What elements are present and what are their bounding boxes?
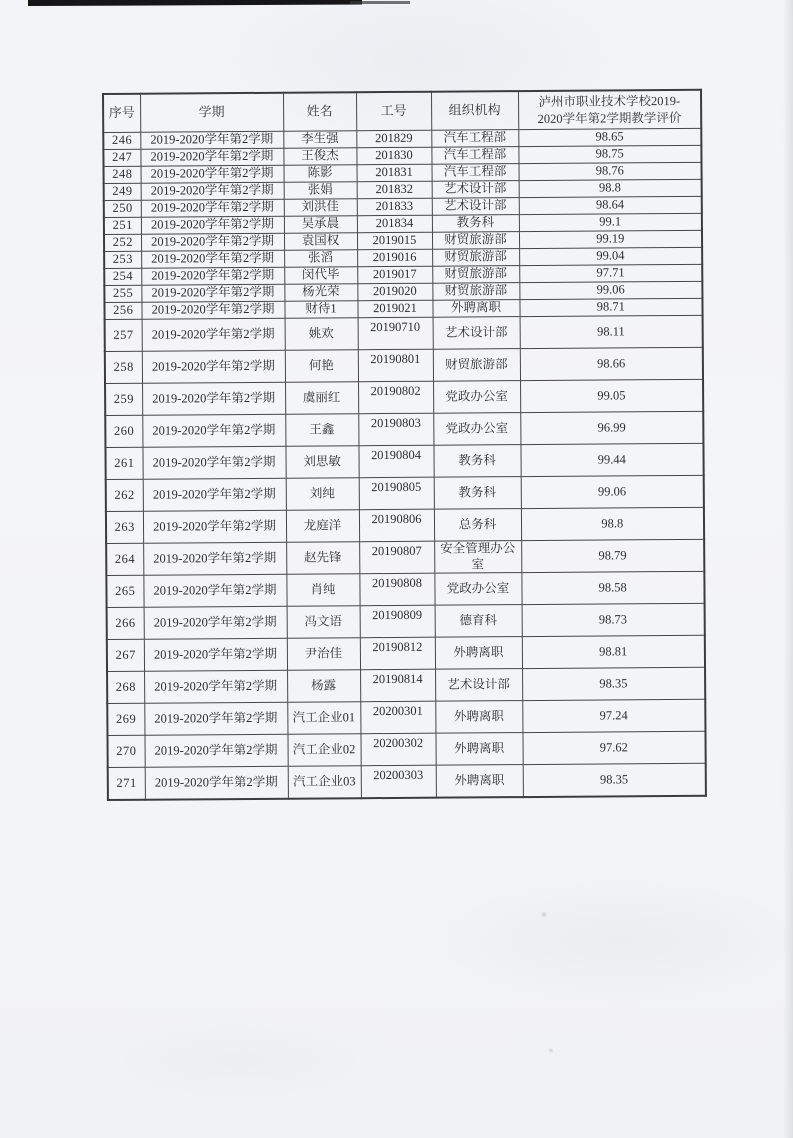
table-body xyxy=(103,128,706,800)
header-row xyxy=(103,90,701,133)
score-cell: 99.06 xyxy=(519,281,702,299)
evaluation-table xyxy=(102,89,707,801)
employee-id-cell: 2019016 xyxy=(357,249,432,267)
row-index-cell: 264 xyxy=(106,543,143,576)
employee-id-cell: 20190808 xyxy=(359,573,434,606)
table-row xyxy=(105,315,703,351)
name-cell: 虞丽红 xyxy=(285,382,358,415)
name-cell: 刘思敏 xyxy=(285,446,358,479)
name-cell: 袁国权 xyxy=(284,233,357,251)
name-cell: 闵代毕 xyxy=(284,267,357,285)
table-row xyxy=(108,764,706,801)
row-index-cell: 259 xyxy=(105,383,142,415)
employee-id-cell: 2019021 xyxy=(357,300,432,318)
scan-artifact-streak xyxy=(350,1,410,4)
row-index-cell: 265 xyxy=(106,575,143,607)
semester-cell: 2019-2020学年第2学期 xyxy=(143,542,286,575)
organization-cell: 安全管理办公室 xyxy=(434,541,521,574)
evaluation-header-line2: 2020学年第2学期教学评价 xyxy=(537,110,682,126)
col-header-semester: 学期 xyxy=(140,93,283,132)
employee-id-cell: 20190710 xyxy=(358,317,433,350)
table-row xyxy=(105,443,703,479)
organization-cell: 艺术设计部 xyxy=(432,181,519,199)
row-index-cell: 270 xyxy=(107,735,144,767)
semester-cell: 2019-2020学年第2学期 xyxy=(141,284,284,302)
name-cell: 王鑫 xyxy=(285,414,358,447)
table-row xyxy=(107,604,705,640)
score-cell: 98.73 xyxy=(522,604,705,637)
organization-cell: 财贸旅游部 xyxy=(432,266,519,284)
row-index-cell: 256 xyxy=(104,302,141,319)
name-cell: 汽工企业02 xyxy=(287,734,360,767)
semester-cell: 2019-2020学年第2学期 xyxy=(145,766,288,799)
table-row xyxy=(106,475,704,511)
employee-id-cell: 201830 xyxy=(356,147,431,165)
col-header-index: 序号 xyxy=(103,94,140,133)
semester-cell: 2019-2020学年第2学期 xyxy=(144,606,287,639)
score-cell: 98.71 xyxy=(519,298,702,316)
row-index-cell: 255 xyxy=(104,285,141,302)
score-cell: 99.44 xyxy=(520,443,703,476)
score-cell: 99.1 xyxy=(519,213,702,231)
row-index-cell: 249 xyxy=(104,183,141,200)
row-index-cell: 251 xyxy=(104,217,141,234)
semester-cell: 2019-2020学年第2学期 xyxy=(142,382,285,415)
name-cell: 肖纯 xyxy=(286,574,359,607)
employee-id-cell: 20190814 xyxy=(360,669,435,702)
row-index-cell: 248 xyxy=(104,166,141,183)
name-cell: 刘纯 xyxy=(286,478,359,511)
semester-cell: 2019-2020学年第2学期 xyxy=(142,318,285,351)
row-index-cell: 253 xyxy=(104,251,141,268)
score-cell: 98.35 xyxy=(522,668,705,701)
name-cell: 财待1 xyxy=(284,301,357,319)
row-index-cell: 254 xyxy=(104,268,141,285)
row-index-cell: 267 xyxy=(107,639,144,671)
row-index-cell: 246 xyxy=(103,132,140,149)
name-cell: 龙庭洋 xyxy=(286,510,359,543)
semester-cell: 2019-2020学年第2学期 xyxy=(142,350,285,383)
scan-speck xyxy=(540,912,548,917)
employee-id-cell: 20190806 xyxy=(359,509,434,542)
name-cell: 张滔 xyxy=(284,250,357,268)
semester-cell: 2019-2020学年第2学期 xyxy=(144,638,287,671)
row-index-cell: 258 xyxy=(105,351,142,383)
semester-cell: 2019-2020学年第2学期 xyxy=(141,165,284,183)
employee-id-cell: 20200301 xyxy=(360,701,435,734)
name-cell: 杨光荣 xyxy=(284,284,357,302)
score-cell: 98.79 xyxy=(521,539,704,573)
organization-cell: 教务科 xyxy=(433,445,520,478)
employee-id-cell: 20190809 xyxy=(360,605,435,638)
employee-id-cell: 20200303 xyxy=(361,765,436,798)
score-cell: 98.8 xyxy=(521,507,704,540)
score-cell: 97.62 xyxy=(522,732,705,765)
semester-cell: 2019-2020学年第2学期 xyxy=(144,702,287,735)
organization-cell: 财贸旅游部 xyxy=(433,349,520,382)
name-cell: 陈影 xyxy=(284,165,357,183)
name-cell: 刘洪佳 xyxy=(284,199,357,217)
score-cell: 98.35 xyxy=(523,764,706,798)
row-index-cell: 261 xyxy=(105,447,142,479)
employee-id-cell: 2019020 xyxy=(357,283,432,301)
score-cell: 97.24 xyxy=(522,700,705,733)
score-cell: 98.11 xyxy=(520,315,703,348)
table-row xyxy=(107,700,705,736)
scan-speck xyxy=(548,1048,554,1053)
col-header-organization: 组织机构 xyxy=(431,91,518,130)
name-cell: 吴承晨 xyxy=(284,216,357,234)
score-cell: 98.81 xyxy=(522,636,705,669)
employee-id-cell: 20190804 xyxy=(358,445,433,478)
employee-id-cell: 201834 xyxy=(357,215,432,233)
table-row xyxy=(105,411,703,447)
organization-cell: 党政办公室 xyxy=(433,381,520,414)
organization-cell: 艺术设计部 xyxy=(435,669,522,702)
organization-cell: 艺术设计部 xyxy=(432,198,519,216)
score-cell: 98.64 xyxy=(519,196,702,214)
score-cell: 96.99 xyxy=(520,411,703,444)
organization-cell: 教务科 xyxy=(432,215,519,233)
semester-cell: 2019-2020学年第2学期 xyxy=(142,414,285,447)
row-index-cell: 271 xyxy=(108,767,145,800)
row-index-cell: 269 xyxy=(107,703,144,735)
table-row xyxy=(107,636,705,672)
score-cell: 97.71 xyxy=(519,264,702,282)
employee-id-cell: 201833 xyxy=(357,198,432,216)
semester-cell: 2019-2020学年第2学期 xyxy=(141,267,284,285)
employee-id-cell: 20190805 xyxy=(359,477,434,510)
score-cell: 99.05 xyxy=(520,379,703,412)
organization-cell: 德育科 xyxy=(435,605,522,638)
organization-cell: 外聘离职 xyxy=(435,701,522,734)
name-cell: 汽工企业01 xyxy=(287,702,360,735)
row-index-cell: 266 xyxy=(107,607,144,639)
semester-cell: 2019-2020学年第2学期 xyxy=(142,446,285,479)
organization-cell: 外聘离职 xyxy=(436,765,523,798)
row-index-cell: 262 xyxy=(106,479,143,511)
employee-id-cell: 20190802 xyxy=(358,381,433,414)
name-cell: 张娟 xyxy=(284,182,357,200)
semester-cell: 2019-2020学年第2学期 xyxy=(144,670,287,703)
employee-id-cell: 2019017 xyxy=(357,266,432,284)
semester-cell: 2019-2020学年第2学期 xyxy=(141,250,284,268)
organization-cell: 总务科 xyxy=(434,509,521,542)
score-cell: 99.19 xyxy=(519,230,702,248)
row-index-cell: 268 xyxy=(107,671,144,703)
row-index-cell: 250 xyxy=(104,200,141,217)
organization-cell: 外聘离职 xyxy=(435,733,522,766)
semester-cell: 2019-2020学年第2学期 xyxy=(141,301,284,319)
semester-cell: 2019-2020学年第2学期 xyxy=(141,182,284,200)
organization-cell: 汽车工程部 xyxy=(431,130,518,148)
name-cell: 何艳 xyxy=(285,350,358,383)
semester-cell: 2019-2020学年第2学期 xyxy=(140,148,283,166)
organization-cell: 党政办公室 xyxy=(433,413,520,446)
semester-cell: 2019-2020学年第2学期 xyxy=(143,574,286,607)
table-row xyxy=(106,507,704,543)
organization-cell: 教务科 xyxy=(434,477,521,510)
name-cell: 尹治佳 xyxy=(287,638,360,671)
semester-cell: 2019-2020学年第2学期 xyxy=(143,510,286,543)
row-index-cell: 260 xyxy=(105,415,142,447)
organization-cell: 财贸旅游部 xyxy=(432,283,519,301)
organization-cell: 汽车工程部 xyxy=(431,147,518,165)
organization-cell: 党政办公室 xyxy=(434,573,521,606)
name-cell: 冯文语 xyxy=(287,606,360,639)
table-row xyxy=(105,379,703,415)
table-row xyxy=(107,732,705,768)
organization-cell: 财贸旅游部 xyxy=(432,232,519,250)
score-cell: 99.06 xyxy=(521,475,704,508)
score-cell: 98.58 xyxy=(521,572,704,605)
organization-cell: 外聘离职 xyxy=(435,637,522,670)
col-header-evaluation xyxy=(518,90,701,130)
employee-id-cell: 20190807 xyxy=(359,541,434,574)
scan-artifact-bar xyxy=(28,0,362,6)
col-header-employee-id: 工号 xyxy=(356,92,431,131)
name-cell: 汽工企业03 xyxy=(288,766,361,799)
semester-cell: 2019-2020学年第2学期 xyxy=(141,233,284,251)
employee-id-cell: 20190801 xyxy=(358,349,433,382)
name-cell: 王俊杰 xyxy=(283,148,356,166)
score-cell: 99.04 xyxy=(519,247,702,265)
row-index-cell: 257 xyxy=(105,319,142,351)
name-cell: 姚欢 xyxy=(285,318,358,351)
table-row xyxy=(105,347,703,383)
name-cell: 李生强 xyxy=(283,131,356,149)
employee-id-cell: 201832 xyxy=(357,181,432,199)
semester-cell: 2019-2020学年第2学期 xyxy=(143,478,286,511)
score-cell: 98.76 xyxy=(519,162,702,180)
name-cell: 赵先锋 xyxy=(286,542,359,575)
table-row xyxy=(106,572,704,608)
semester-cell: 2019-2020学年第2学期 xyxy=(141,216,284,234)
employee-id-cell: 20190803 xyxy=(358,413,433,446)
col-header-name: 姓名 xyxy=(283,92,356,131)
organization-cell: 外聘离职 xyxy=(432,300,519,318)
employee-id-cell: 20190812 xyxy=(360,637,435,670)
organization-cell: 汽车工程部 xyxy=(432,164,519,182)
row-index-cell: 252 xyxy=(104,234,141,251)
name-cell: 杨露 xyxy=(287,670,360,703)
row-index-cell: 263 xyxy=(106,511,143,543)
semester-cell: 2019-2020学年第2学期 xyxy=(141,199,284,217)
employee-id-cell: 2019015 xyxy=(357,232,432,250)
score-cell: 98.8 xyxy=(519,179,702,197)
score-cell: 98.75 xyxy=(518,145,701,163)
evaluation-header-line1: 泸州市职业技术学校2019- xyxy=(538,94,681,110)
employee-id-cell: 20200302 xyxy=(360,733,435,766)
score-cell: 98.65 xyxy=(518,128,701,146)
score-cell: 98.66 xyxy=(520,347,703,380)
employee-id-cell: 201831 xyxy=(357,164,432,182)
table-row xyxy=(107,668,705,704)
semester-cell: 2019-2020学年第2学期 xyxy=(144,734,287,767)
table-row xyxy=(106,539,704,575)
organization-cell: 艺术设计部 xyxy=(433,317,520,350)
organization-cell: 财贸旅游部 xyxy=(432,249,519,267)
semester-cell: 2019-2020学年第2学期 xyxy=(140,131,283,149)
employee-id-cell: 201829 xyxy=(356,130,431,148)
row-index-cell: 247 xyxy=(103,149,140,166)
